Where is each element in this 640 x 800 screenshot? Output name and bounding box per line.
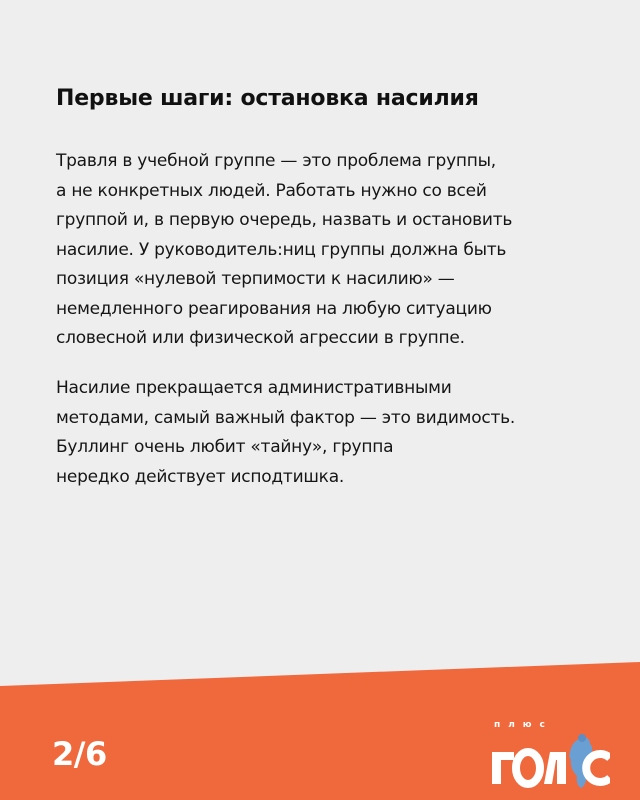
logo-mark-icon: [486, 712, 610, 788]
paragraph-1-line: словесной или физической агрессии в группе.: [56, 328, 465, 348]
paragraph-1-line: а не конкретных людей. Работать нужно со всей: [56, 180, 487, 201]
logo-small-text: плюс: [494, 720, 553, 730]
brand-logo: [486, 712, 610, 788]
paragraph-2-line: методами, самый важный фактор — это видимость.: [56, 407, 516, 428]
paragraph-1-line: группой и, в первую очередь, назвать и остановить: [56, 210, 513, 230]
paragraph-1-line: немедленного реагирования на любую ситуацию: [56, 298, 492, 319]
paragraph-2-line: Буллинг очень любит «тайну», группа: [56, 437, 394, 457]
slide-title: Первые шаги: остановка насилия: [56, 86, 479, 111]
paragraph-1-line: насилие. У руководитель:ниц группы должна быть: [56, 239, 507, 260]
paragraph-1-line: Травля в учебной группе — это проблема группы,: [56, 151, 496, 171]
paragraph-1-line: позиция «нулевой терпимости к насилию» —: [56, 269, 455, 289]
page-counter: 2/6: [52, 735, 107, 773]
paragraph-2-line: нередко действует исподтишка.: [56, 466, 345, 487]
paragraph-2-line: Насилие прекращается административными: [56, 378, 452, 398]
